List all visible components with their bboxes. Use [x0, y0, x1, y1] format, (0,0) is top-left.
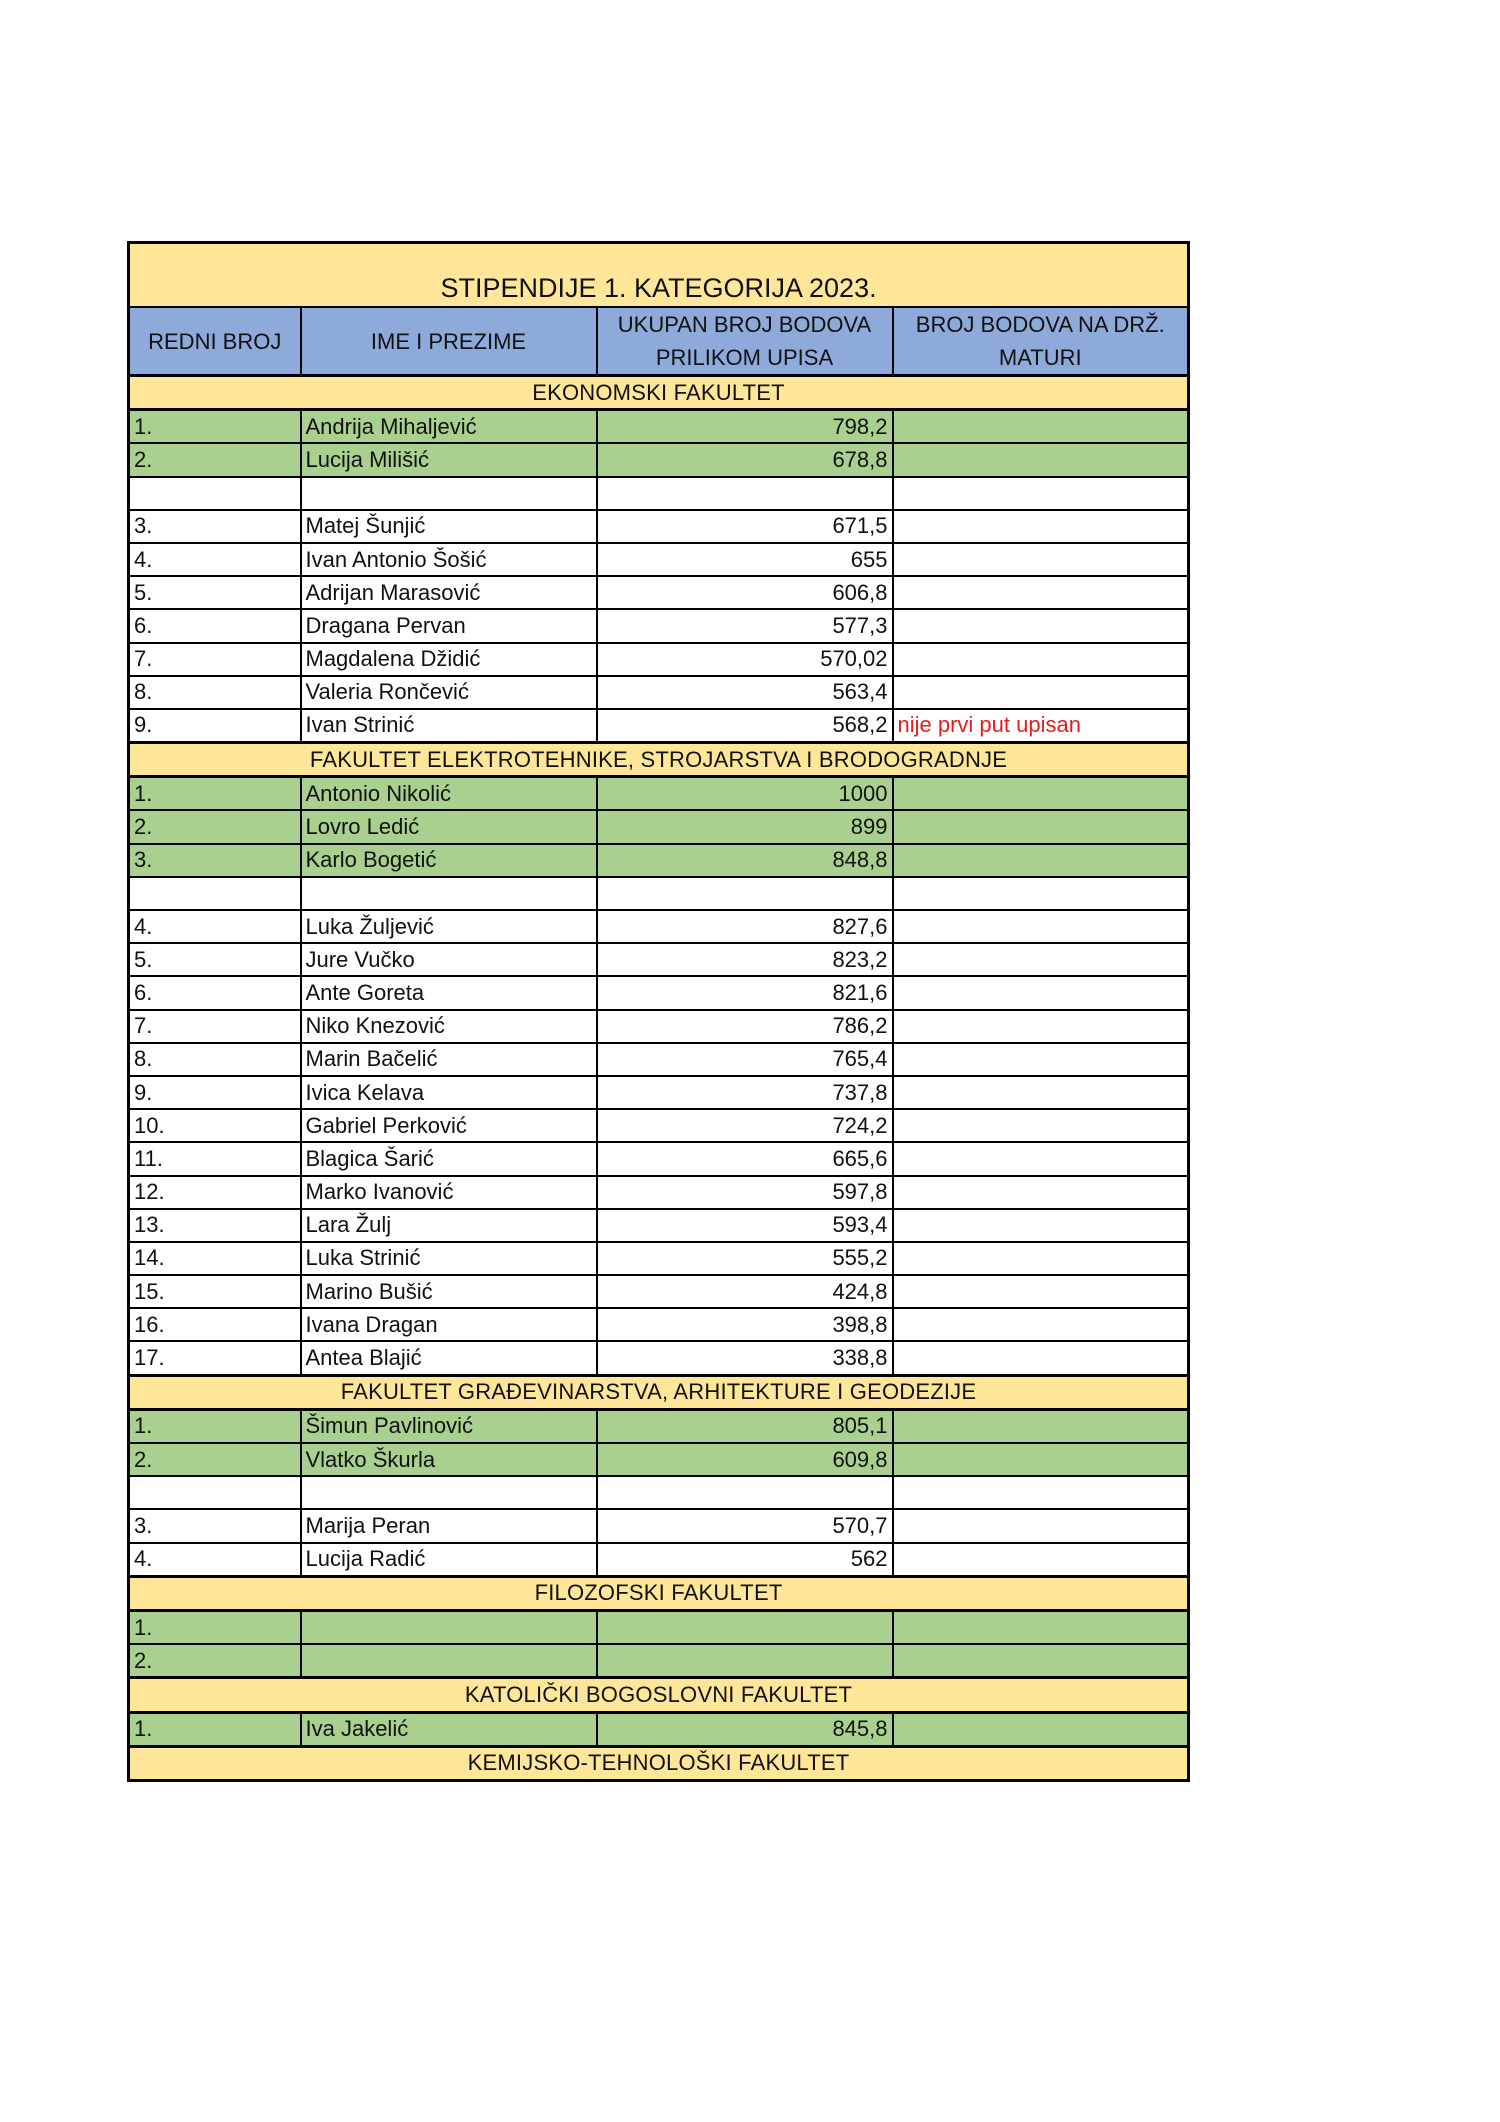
- total-points: 398,8: [597, 1308, 893, 1341]
- total-points: 899: [597, 810, 893, 843]
- header-ukupan-bodova: [597, 307, 893, 376]
- row-number: 17.: [129, 1341, 301, 1375]
- student-name: Ivana Dragan: [301, 1308, 597, 1341]
- row-number: 7.: [129, 1010, 301, 1043]
- matura-points: [893, 609, 1189, 642]
- matura-points: [893, 1644, 1189, 1678]
- student-name: Ivan Antonio Šošić: [301, 543, 597, 576]
- total-points: 1000: [597, 777, 893, 811]
- table-row: [129, 1043, 1189, 1076]
- faculty-name: EKONOMSKI FAKULTET: [129, 376, 1189, 410]
- student-name: Luka Strinić: [301, 1242, 597, 1275]
- student-name: Marko Ivanović: [301, 1176, 597, 1209]
- table-row: [129, 1010, 1189, 1043]
- row-number: 2.: [129, 810, 301, 843]
- row-number: 8.: [129, 1043, 301, 1076]
- matura-points: [893, 410, 1189, 444]
- student-name: Lara Žulj: [301, 1209, 597, 1242]
- spacer-row: [129, 477, 1189, 510]
- table-row: [129, 1644, 1189, 1678]
- matura-points: [893, 1275, 1189, 1308]
- total-points: 424,8: [597, 1275, 893, 1308]
- table-row: [129, 1610, 1189, 1644]
- row-number: 1.: [129, 410, 301, 444]
- table-row: [129, 1275, 1189, 1308]
- student-name: Andrija Mihaljević: [301, 410, 597, 444]
- student-name: Lucija Milišić: [301, 443, 597, 476]
- column-header-row: [129, 307, 1189, 376]
- student-name: Luka Žuljević: [301, 910, 597, 943]
- total-points: 821,6: [597, 976, 893, 1009]
- total-points: 593,4: [597, 1209, 893, 1242]
- total-points: [597, 1644, 893, 1678]
- row-number: 14.: [129, 1242, 301, 1275]
- scholarship-table-body: [129, 243, 1189, 1781]
- student-name: Šimun Pavlinović: [301, 1409, 597, 1443]
- table-row: [129, 1076, 1189, 1109]
- row-number: [129, 1476, 301, 1509]
- table-row: [129, 810, 1189, 843]
- student-name: Iva Jakelić: [301, 1712, 597, 1746]
- table-row: [129, 1308, 1189, 1341]
- header-ukupan-line2: PRILIKOM UPISA: [655, 345, 834, 370]
- matura-points: [893, 877, 1189, 910]
- matura-points: [893, 1043, 1189, 1076]
- faculty-name: FAKULTET ELEKTROTEHNIKE, STROJARSTVA I BRODOGRADNJE: [129, 743, 1189, 777]
- spacer-row: [129, 877, 1189, 910]
- total-points: 665,6: [597, 1142, 893, 1175]
- total-points: 609,8: [597, 1443, 893, 1476]
- table-row: [129, 1109, 1189, 1142]
- spacer-row: [129, 1476, 1189, 1509]
- row-number: 13.: [129, 1209, 301, 1242]
- matura-points: [893, 844, 1189, 877]
- matura-points: [893, 1543, 1189, 1577]
- table-row: [129, 1142, 1189, 1175]
- header-matura-line1: BROJ BODOVA NA DRŽ.: [915, 312, 1165, 337]
- matura-points: [893, 443, 1189, 476]
- table-row: [129, 576, 1189, 609]
- row-number: 4.: [129, 1543, 301, 1577]
- header-matura-line2: MATURI: [998, 345, 1082, 370]
- matura-points: [893, 1712, 1189, 1746]
- row-number: 4.: [129, 910, 301, 943]
- title-row: [129, 243, 1189, 308]
- student-name: Niko Knezović: [301, 1010, 597, 1043]
- total-points: 823,2: [597, 943, 893, 976]
- total-points: 786,2: [597, 1010, 893, 1043]
- student-name: Lovro Ledić: [301, 810, 597, 843]
- row-number: 1.: [129, 777, 301, 811]
- student-name: Ante Goreta: [301, 976, 597, 1009]
- matura-points: [893, 910, 1189, 943]
- student-name: Gabriel Perković: [301, 1109, 597, 1142]
- student-name: Marin Bačelić: [301, 1043, 597, 1076]
- matura-points: [893, 1476, 1189, 1509]
- matura-points: [893, 1409, 1189, 1443]
- total-points: [597, 877, 893, 910]
- total-points: 798,2: [597, 410, 893, 444]
- row-number: 6.: [129, 609, 301, 642]
- row-number: 9.: [129, 709, 301, 743]
- matura-points: [893, 543, 1189, 576]
- row-number: 8.: [129, 676, 301, 709]
- table-row: [129, 1543, 1189, 1577]
- student-name: Dragana Pervan: [301, 609, 597, 642]
- scholarship-table: [127, 241, 1190, 1782]
- total-points: [597, 1610, 893, 1644]
- table-row: [129, 1409, 1189, 1443]
- row-number: 7.: [129, 643, 301, 676]
- student-name: Karlo Bogetić: [301, 844, 597, 877]
- student-name: Antonio Nikolić: [301, 777, 597, 811]
- row-number: 10.: [129, 1109, 301, 1142]
- matura-points: [893, 1010, 1189, 1043]
- matura-points: [893, 1142, 1189, 1175]
- row-number: 1.: [129, 1409, 301, 1443]
- matura-points: [893, 1509, 1189, 1542]
- table-row: [129, 777, 1189, 811]
- row-number: 5.: [129, 576, 301, 609]
- table-row: [129, 410, 1189, 444]
- row-number: 1.: [129, 1712, 301, 1746]
- table-row: [129, 943, 1189, 976]
- row-number: 5.: [129, 943, 301, 976]
- total-points: 845,8: [597, 1712, 893, 1746]
- table-row: [129, 676, 1189, 709]
- faculty-section-header: [129, 376, 1189, 410]
- total-points: 671,5: [597, 510, 893, 543]
- total-points: 827,6: [597, 910, 893, 943]
- matura-points: [893, 1176, 1189, 1209]
- faculty-name: KATOLIČKI BOGOSLOVNI FAKULTET: [129, 1678, 1189, 1712]
- row-number: 12.: [129, 1176, 301, 1209]
- table-row: [129, 1209, 1189, 1242]
- matura-points: [893, 1610, 1189, 1644]
- student-name: [301, 877, 597, 910]
- row-number: 3.: [129, 510, 301, 543]
- header-ukupan-line1: UKUPAN BROJ BODOVA: [617, 312, 872, 337]
- matura-points: [893, 943, 1189, 976]
- total-points: [597, 477, 893, 510]
- student-name: Valeria Rončević: [301, 676, 597, 709]
- matura-points: [893, 510, 1189, 543]
- table-row: [129, 643, 1189, 676]
- student-name: Ivica Kelava: [301, 1076, 597, 1109]
- matura-points: [893, 1341, 1189, 1375]
- total-points: 577,3: [597, 609, 893, 642]
- total-points: 765,4: [597, 1043, 893, 1076]
- student-name: Marija Peran: [301, 1509, 597, 1542]
- faculty-section-header: [129, 743, 1189, 777]
- matura-points: [893, 477, 1189, 510]
- faculty-name: KEMIJSKO-TEHNOLOŠKI FAKULTET: [129, 1746, 1189, 1780]
- table-row: [129, 910, 1189, 943]
- row-number: 16.: [129, 1308, 301, 1341]
- total-points: 570,02: [597, 643, 893, 676]
- row-number: 2.: [129, 1443, 301, 1476]
- student-name: [301, 477, 597, 510]
- table-row: [129, 1509, 1189, 1542]
- table-row: [129, 1176, 1189, 1209]
- table-row: [129, 1712, 1189, 1746]
- row-number: 6.: [129, 976, 301, 1009]
- table-row: [129, 1341, 1189, 1375]
- total-points: 563,4: [597, 676, 893, 709]
- matura-points: [893, 810, 1189, 843]
- total-points: 555,2: [597, 1242, 893, 1275]
- student-name: Ivan Strinić: [301, 709, 597, 743]
- student-name: Adrijan Marasović: [301, 576, 597, 609]
- row-number: 2.: [129, 443, 301, 476]
- matura-points: [893, 676, 1189, 709]
- matura-points: [893, 1308, 1189, 1341]
- header-redni-broj: REDNI BROJ: [129, 307, 301, 376]
- table-row: [129, 510, 1189, 543]
- matura-points: [893, 777, 1189, 811]
- header-matura-bodova: [893, 307, 1189, 376]
- table-row: [129, 609, 1189, 642]
- student-name: Lucija Radić: [301, 1543, 597, 1577]
- student-name: [301, 1644, 597, 1678]
- total-points: 805,1: [597, 1409, 893, 1443]
- total-points: 848,8: [597, 844, 893, 877]
- total-points: 568,2: [597, 709, 893, 743]
- total-points: 597,8: [597, 1176, 893, 1209]
- matura-points: nije prvi put upisan: [893, 709, 1189, 743]
- matura-points: [893, 643, 1189, 676]
- matura-points: [893, 1242, 1189, 1275]
- matura-points: [893, 1443, 1189, 1476]
- row-number: 1.: [129, 1610, 301, 1644]
- student-name: Matej Šunjić: [301, 510, 597, 543]
- table-row: [129, 1242, 1189, 1275]
- faculty-section-header: [129, 1576, 1189, 1610]
- table-row: [129, 976, 1189, 1009]
- table-row: [129, 1443, 1189, 1476]
- table-row: [129, 543, 1189, 576]
- total-points: 606,8: [597, 576, 893, 609]
- row-number: [129, 477, 301, 510]
- student-name: Antea Blajić: [301, 1341, 597, 1375]
- header-ime-prezime: IME I PREZIME: [301, 307, 597, 376]
- student-name: [301, 1610, 597, 1644]
- table-row: [129, 443, 1189, 476]
- row-number: 11.: [129, 1142, 301, 1175]
- student-name: Blagica Šarić: [301, 1142, 597, 1175]
- row-number: 9.: [129, 1076, 301, 1109]
- student-name: Vlatko Škurla: [301, 1443, 597, 1476]
- total-points: 570,7: [597, 1509, 893, 1542]
- matura-points: [893, 976, 1189, 1009]
- total-points: [597, 1476, 893, 1509]
- row-number: 2.: [129, 1644, 301, 1678]
- student-name: [301, 1476, 597, 1509]
- student-name: Magdalena Džidić: [301, 643, 597, 676]
- page-title: STIPENDIJE 1. KATEGORIJA 2023.: [129, 243, 1189, 308]
- faculty-name: FAKULTET GRAĐEVINARSTVA, ARHITEKTURE I GEODEZIJE: [129, 1375, 1189, 1409]
- matura-points: [893, 1076, 1189, 1109]
- row-number: 15.: [129, 1275, 301, 1308]
- student-name: Marino Bušić: [301, 1275, 597, 1308]
- total-points: 655: [597, 543, 893, 576]
- faculty-section-header: [129, 1375, 1189, 1409]
- row-number: 3.: [129, 844, 301, 877]
- table-row: [129, 709, 1189, 743]
- faculty-section-header: [129, 1746, 1189, 1780]
- row-number: 3.: [129, 1509, 301, 1542]
- matura-points: [893, 1109, 1189, 1142]
- total-points: 737,8: [597, 1076, 893, 1109]
- faculty-section-header: [129, 1678, 1189, 1712]
- total-points: 724,2: [597, 1109, 893, 1142]
- student-name: Jure Vučko: [301, 943, 597, 976]
- row-number: [129, 877, 301, 910]
- matura-points: [893, 576, 1189, 609]
- row-number: 4.: [129, 543, 301, 576]
- matura-points: [893, 1209, 1189, 1242]
- total-points: 678,8: [597, 443, 893, 476]
- faculty-name: FILOZOFSKI FAKULTET: [129, 1576, 1189, 1610]
- total-points: 338,8: [597, 1341, 893, 1375]
- table-row: [129, 844, 1189, 877]
- total-points: 562: [597, 1543, 893, 1577]
